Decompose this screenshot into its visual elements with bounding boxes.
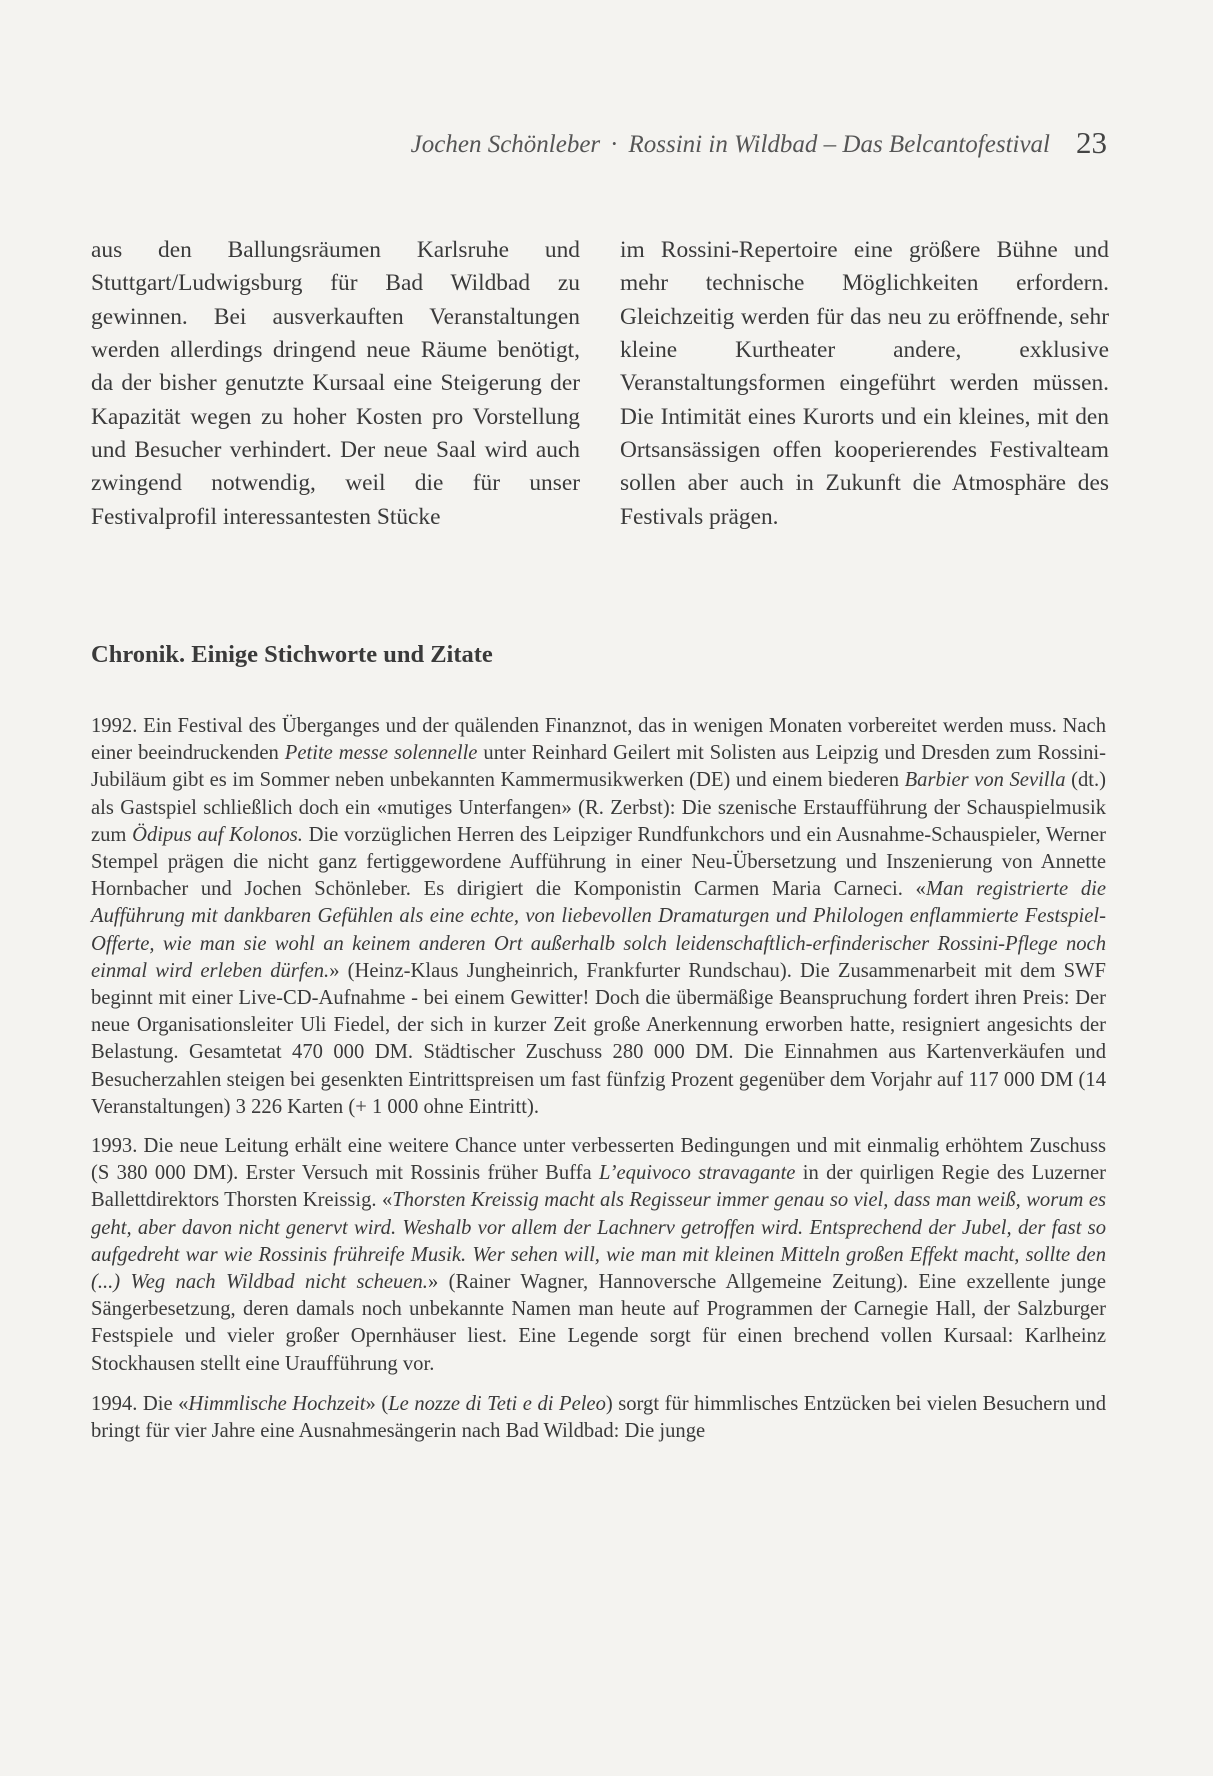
entry-text: » (Rainer Wagner, Hannoversche Allgemeine Zeitung). Eine exzellente junge Sängerbesetzung, deren damals noch unbekannte Namen man heute auf Programmen der Carnegie Hall, der Salzburger Festspiele und vieler großer Opernhäuser liest. Eine Legende sorgt für einen brechend vollen Kursaal: Karlheinz Stockhausen stellt eine Uraufführung vor. [91, 1271, 1107, 1375]
entry-text: unter Reinhard Geilert mit Solisten aus Leipzig und Dresden zum Rossini-Jubiläum gibt es im Sommer neben unbekannten Kammermusikwerken (DE) und einem biederen [91, 742, 1106, 792]
header-author: Jochen Schönleber [410, 131, 601, 158]
entry-text: 1994. Die « [91, 1392, 189, 1415]
header-separator: · [610, 131, 619, 158]
entry-text: » (Heinz-Klaus Jungheinrich, Frankfurter Rundschau). Die Zusammenarbeit mit dem SWF beginnt mit einer Live-CD-Aufnahme - bei einem Gewitter! Doch die übermäßige Beanspruchung fordert ihren Preis: Der neue Organisationsleiter Uli Fiedel, der sich in kurzer Zeit große Anerkennung erworben hatte, resigniert angesichts der Belastung. Gesamtetat 470 000 DM. Städtischer Zuschuss 280 000 DM. Die Einnahmen aus Kartenverkäufen und Besucherzahlen steigen bei gesenkten Eintrittspreisen um fast fünfzig Prozent gegenüber dem Vorjahr auf 117 000 DM (14 Veranstaltungen) 3 226 Karten (+ 1 000 ohne Eintritt). [91, 959, 1106, 1118]
entry-text: (dt.) als Gastspiel schließlich doch ein «mutiges Unterfangen» (R. Zerbst): Die szenische Erstaufführung der Schauspielmusik zum [91, 769, 1107, 846]
chronicle-body [91, 713, 1106, 1457]
header-title: Rossini in Wildbad – Das Belcantofestival [628, 131, 1050, 158]
page-number: 23 [1076, 125, 1107, 160]
entry-text: 1993. Die neue Leitung erhält eine weitere Chance unter verbesserten Bedingungen und mit einmalig erhöhtem Zuschuss (S 380 000 DM). Erster Versuch mit Rossinis früher Buffa [91, 1135, 1106, 1185]
entry-italic: L’equivoco stravagante [598, 1162, 796, 1185]
chronicle-entry-1994 [91, 1391, 1106, 1445]
entry-italic: Barbier von Sevilla [904, 769, 1066, 792]
entry-italic: Le nozze di Teti e di Peleo [388, 1392, 606, 1415]
entry-italic: Ödipus auf Kolonos. [132, 823, 303, 846]
entry-text: ) sorgt für himmlisches Entzücken bei vielen Besuchern und bringt für vier Jahre eine Ausnahmesängerin nach Bad Wildbad: Die junge [91, 1392, 1107, 1443]
entry-italic: Man registrierte die Aufführung mit dankbaren Gefühlen als eine echte, von liebevollen Dramaturgen und Philologen enflammierte Festspiel-Offerte, wie man sie wohl an keinem anderen Ort außerhalb solch leidenschaftlich-erfinderischer Rossini-Pflege noch einmal wird erleben dürfen. [91, 878, 1106, 982]
entry-text: » ( [365, 1392, 389, 1415]
chronicle-entry-1993 [91, 1133, 1106, 1378]
section-heading: Chronik. Einige Stichworte und Zitate [91, 641, 493, 668]
intro-right-column: im Rossini-Repertoire eine größere Bühne und mehr technische Möglichkeiten erfordern. Gleichzeitig werden für das neu zu eröffnende, sehr kleine Kurtheater andere, exklusive Veranstaltungsformen eingeführt werden müssen. Die Intimität eines Kurorts und ein kleines, mit den Ortsansässigen offen kooperierendes Festivalteam sollen aber auch in Zukunft die Atmosphäre des Festivals prägen. [620, 237, 1109, 530]
chronicle-entry-1992 [91, 713, 1106, 1121]
intro-left-column: aus den Ballungsräumen Karlsruhe und Stuttgart/Ludwigsburg für Bad Wildbad zu gewinnen. Bei ausverkauften Veranstaltungen werden allerdings dringend neue Räume benötigt, da der bisher genutzte Kursaal eine Steigerung der Kapazität wegen zu hoher Kosten pro Vorstellung und Besucher verhindert. Der neue Saal wird auch zwingend notwendig, weil die für unser Festivalprofil interessantesten Stücke [91, 237, 580, 530]
entry-italic: Petite messe solennelle [284, 742, 478, 765]
entry-text: Die vorzüglichen Herren des Leipziger Rundfunkchors und ein Ausnahme-Schauspieler, Werner Stempel prägen die nicht ganz fertiggewordene Aufführung in einer Neu-Übersetzung und Inszenierung von Annette Hornbacher und Jochen Schönleber. Es dirigiert die Komponistin Carmen Maria Carneci. « [91, 823, 1106, 901]
entry-italic: Thorsten Kreissig macht als Regisseur immer genau so viel, dass man weiß, worum es geht, aber davon nicht genervt wird. Weshalb vor allem der Lachnerv getroffen wird. Entsprechend der Jubel, der fast so aufgedreht war wie Rossinis frühreife Musik. Wer sehen will, wie man mit kleinen Mitteln großen Effekt macht, sollte den (...) Weg nach Wildbad nicht scheuen. [91, 1189, 1106, 1294]
entry-text: in der quirligen Regie des Luzerner Ballettdirektors Thorsten Kreissig. « [91, 1162, 1106, 1212]
entry-text: 1992. Ein Festival des Überganges und der quälenden Finanznot, das in wenigen Monaten vorbereitet werden muss. Nach einer beeindruckenden [91, 715, 1106, 765]
entry-italic: Himmlische Hochzeit [188, 1392, 366, 1415]
running-header [90, 126, 1107, 162]
